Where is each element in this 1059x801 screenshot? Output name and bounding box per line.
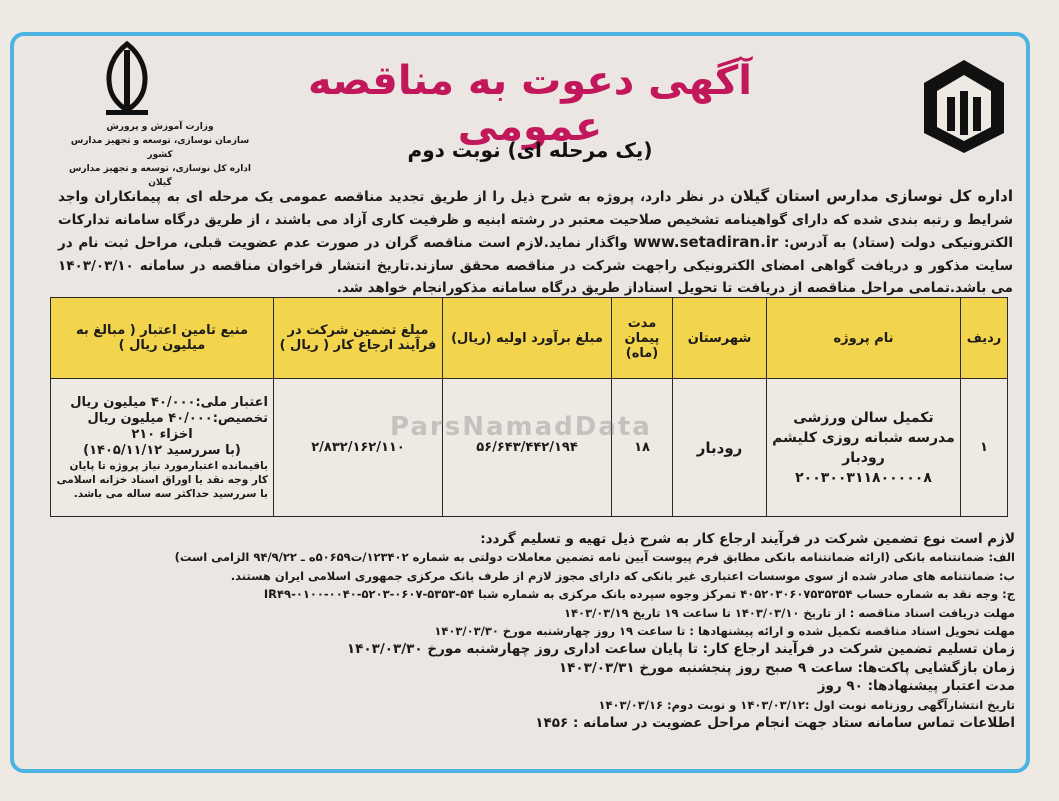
validity-period: مدت اعتبار پیشنهادها: ۹۰ روز [817,678,1015,695]
setad-url: www.setadiran.ir [633,233,779,251]
header-funding: منبع تامین اعتبار ( مبالغ به میلیون ریال ) [51,298,274,379]
tender-table [50,297,1008,517]
notice-subtitle: (یک مرحله ای) نوبت دوم [407,138,653,162]
submission-deadline: مهلت تحویل اسناد مناقصه تکمیل شده و ارائه پیشنهادها : تا ساعت ۱۹ روز چهارشنبه مورخ ۱۴۰۳/۰۳/۳۰ [434,624,1015,639]
header-estimate: مبلغ برآورد اولیه (ریال) [443,298,612,379]
cell-row-no: ۱ [961,379,1008,517]
ministry-line: اداره کل نوسازی، توسعه و تجهیز مدارس گیلان [69,164,251,188]
intro-text-4: انتشار فراخوان مناقصه در سامانه ۱۴۰۳/۰۳/۱۰ می باشد.تمامی مراحل مناقصه از دریافت تا تحویل اسناداز طریق درگاه سامانه مذکورانجام خواهد شد. [58,257,1013,296]
cell-guarantee: ۲/۸۳۲/۱۶۲/۱۱۰ [274,379,443,517]
intro-paragraph [58,185,1013,300]
header-project: نام پروژه [767,298,961,379]
document-receipt-deadline: مهلت دریافت اسناد مناقصه : از تاریخ ۱۴۰۳/۰۳/۱۰ تا ساعت ۱۹ تاریخ ۱۴۰۳/۰۳/۱۹ [564,605,1015,620]
guarantee-option-a: الف: ضمانتنامه بانکی (ارائه ضمانتنامه بانکی مطابق فرم پیوست آیین نامه تضمین معاملات دولتی به شماره ۱۲۳۴۰۲/ت۵۰۶۵۹ه ـ ۹۴/۹/۲۲ الزامی است) [174,550,1015,565]
header-duration: مدت پیمان (ماه) [612,298,673,379]
cell-funding [51,379,274,517]
opening-time: زمان بازگشایی پاکت‌ها: ساعت ۹ صبح روز پنجشنبه مورخ ۱۴۰۳/۰۳/۳۱ [558,659,1015,676]
cell-duration: ۱۸ [612,379,673,517]
conditions-section [60,530,1015,732]
contact-info: اطلاعات تماس سامانه ستاد جهت انجام مراحل عضویت در سامانه : ۱۴۵۶ [535,715,1015,732]
header-guarantee: مبلغ تضمین شرکت در فرآیند ارجاع کار ( ریال ) [274,298,443,379]
funding-national: اعتبار ملی:۴۰/۰۰۰ میلیون ریال [70,394,268,410]
table-row [51,379,1008,517]
cell-project: تکمیل سالن ورزشی مدرسه شبانه روزی کلیشم رودبار ۲۰۰۳۰۰۳۱۱۸۰۰۰۰۰۸ [767,379,961,517]
funding-bonds: اخزاء ۲۱۰ [131,426,193,442]
intro-text-1: در نظر دارد، پروژه به شرح ذیل را از طریق تجدید مناقصه عمومی یک مرحله ای به پیمانکاران واجد شرایط و رتبه بندی شده که [58,189,1013,228]
funding-maturity: (با سررسید ۱۴۰۵/۱۱/۱۲) [83,442,241,458]
intro-text-3: واگذار نماید.لازم است مناقصه گران در صورت عدم عضویت قبلی، مراحل ثبت نام در سایت مذکور و دریافت گواهی امضای الکترونیکی راجهت شرکت در مناقصه محقق سازند.تاریخ [58,235,1013,274]
ministry-line: سازمان نوسازی، توسعه و تجهیز مدارس کشور [70,136,250,160]
cell-estimate: ۵۶/۶۴۳/۴۴۲/۱۹۴ [443,379,612,517]
table-header-row [51,298,1008,379]
guarantee-heading: لازم است نوع تضمین شرکت در فرآیند ارجاع کار به شرح ذیل تهیه و تسلیم گردد: [480,531,1015,547]
header-row-no: ردیف [961,298,1008,379]
header-city: شهرستان [673,298,767,379]
funding-allocation: تخصیص:۴۰/۰۰۰ میلیون ریال [87,410,268,426]
guarantee-delivery-time: زمان تسلیم تضمین شرکت در فرآیند ارجاع کار: تا پایان ساعت اداری روز چهارشنبه مورخ ۱۴۰۳/۰۳/۳۰ [346,641,1015,658]
cell-city: رودبار [673,379,767,517]
ministry-line: وزارت آموزش و پرورش [106,122,214,132]
guarantee-option-b: ب: ضمانتنامه های صادر شده از سوی موسسات اعتباری غیر بانکی که دارای مجوز لازم از طرف بانک مرکزی جمهوری اسلامی ایران هستند. [230,568,1015,583]
organization-logo-icon [919,55,1009,155]
intro-text-2: دارای گواهینامه تشخیص صلاحیت معتبر در رشته ابنیه و ظرفیت کاری آزاد می باشند ، از طریق درگاه سامانه تدارکات الکترونیکی دولت (ستاد) به آدرس: [58,211,1014,251]
watermark: ParsNamadData [390,412,652,442]
organization-name: اداره کل نوسازی مدارس استان گیلان [730,187,1013,205]
publication-dates: تاریخ انتشارآگهی روزنامه نوبت اول :۱۴۰۳/۰۳/۱۲ و نوبت دوم: ۱۴۰۳/۰۳/۱۶ [598,697,1015,712]
notice-title: آگهی دعوت به مناقصه عمومی [307,58,752,150]
funding-remainder: باقیمانده اعتبارمورد نیاز پروژه تا پایان کار وجه نقد یا اوراق اسناد خزانه اسلامی با سررسید حداکثر سه ساله می باشد. [56,459,268,500]
guarantee-option-c: ج: وجه نقد به شماره حساب ۴۰۵۲۰۳۰۶۰۷۵۳۵۳۵۴ تمرکز وجوه سپرده بانک مرکزی به شماره شبا IR۴۹-۰۱۰۰-۰۰۴۰-۵۲۰۳-۰۶۰۷-۵۳۵۳-۵۴ [263,587,1015,602]
iran-emblem-icon [92,40,162,120]
